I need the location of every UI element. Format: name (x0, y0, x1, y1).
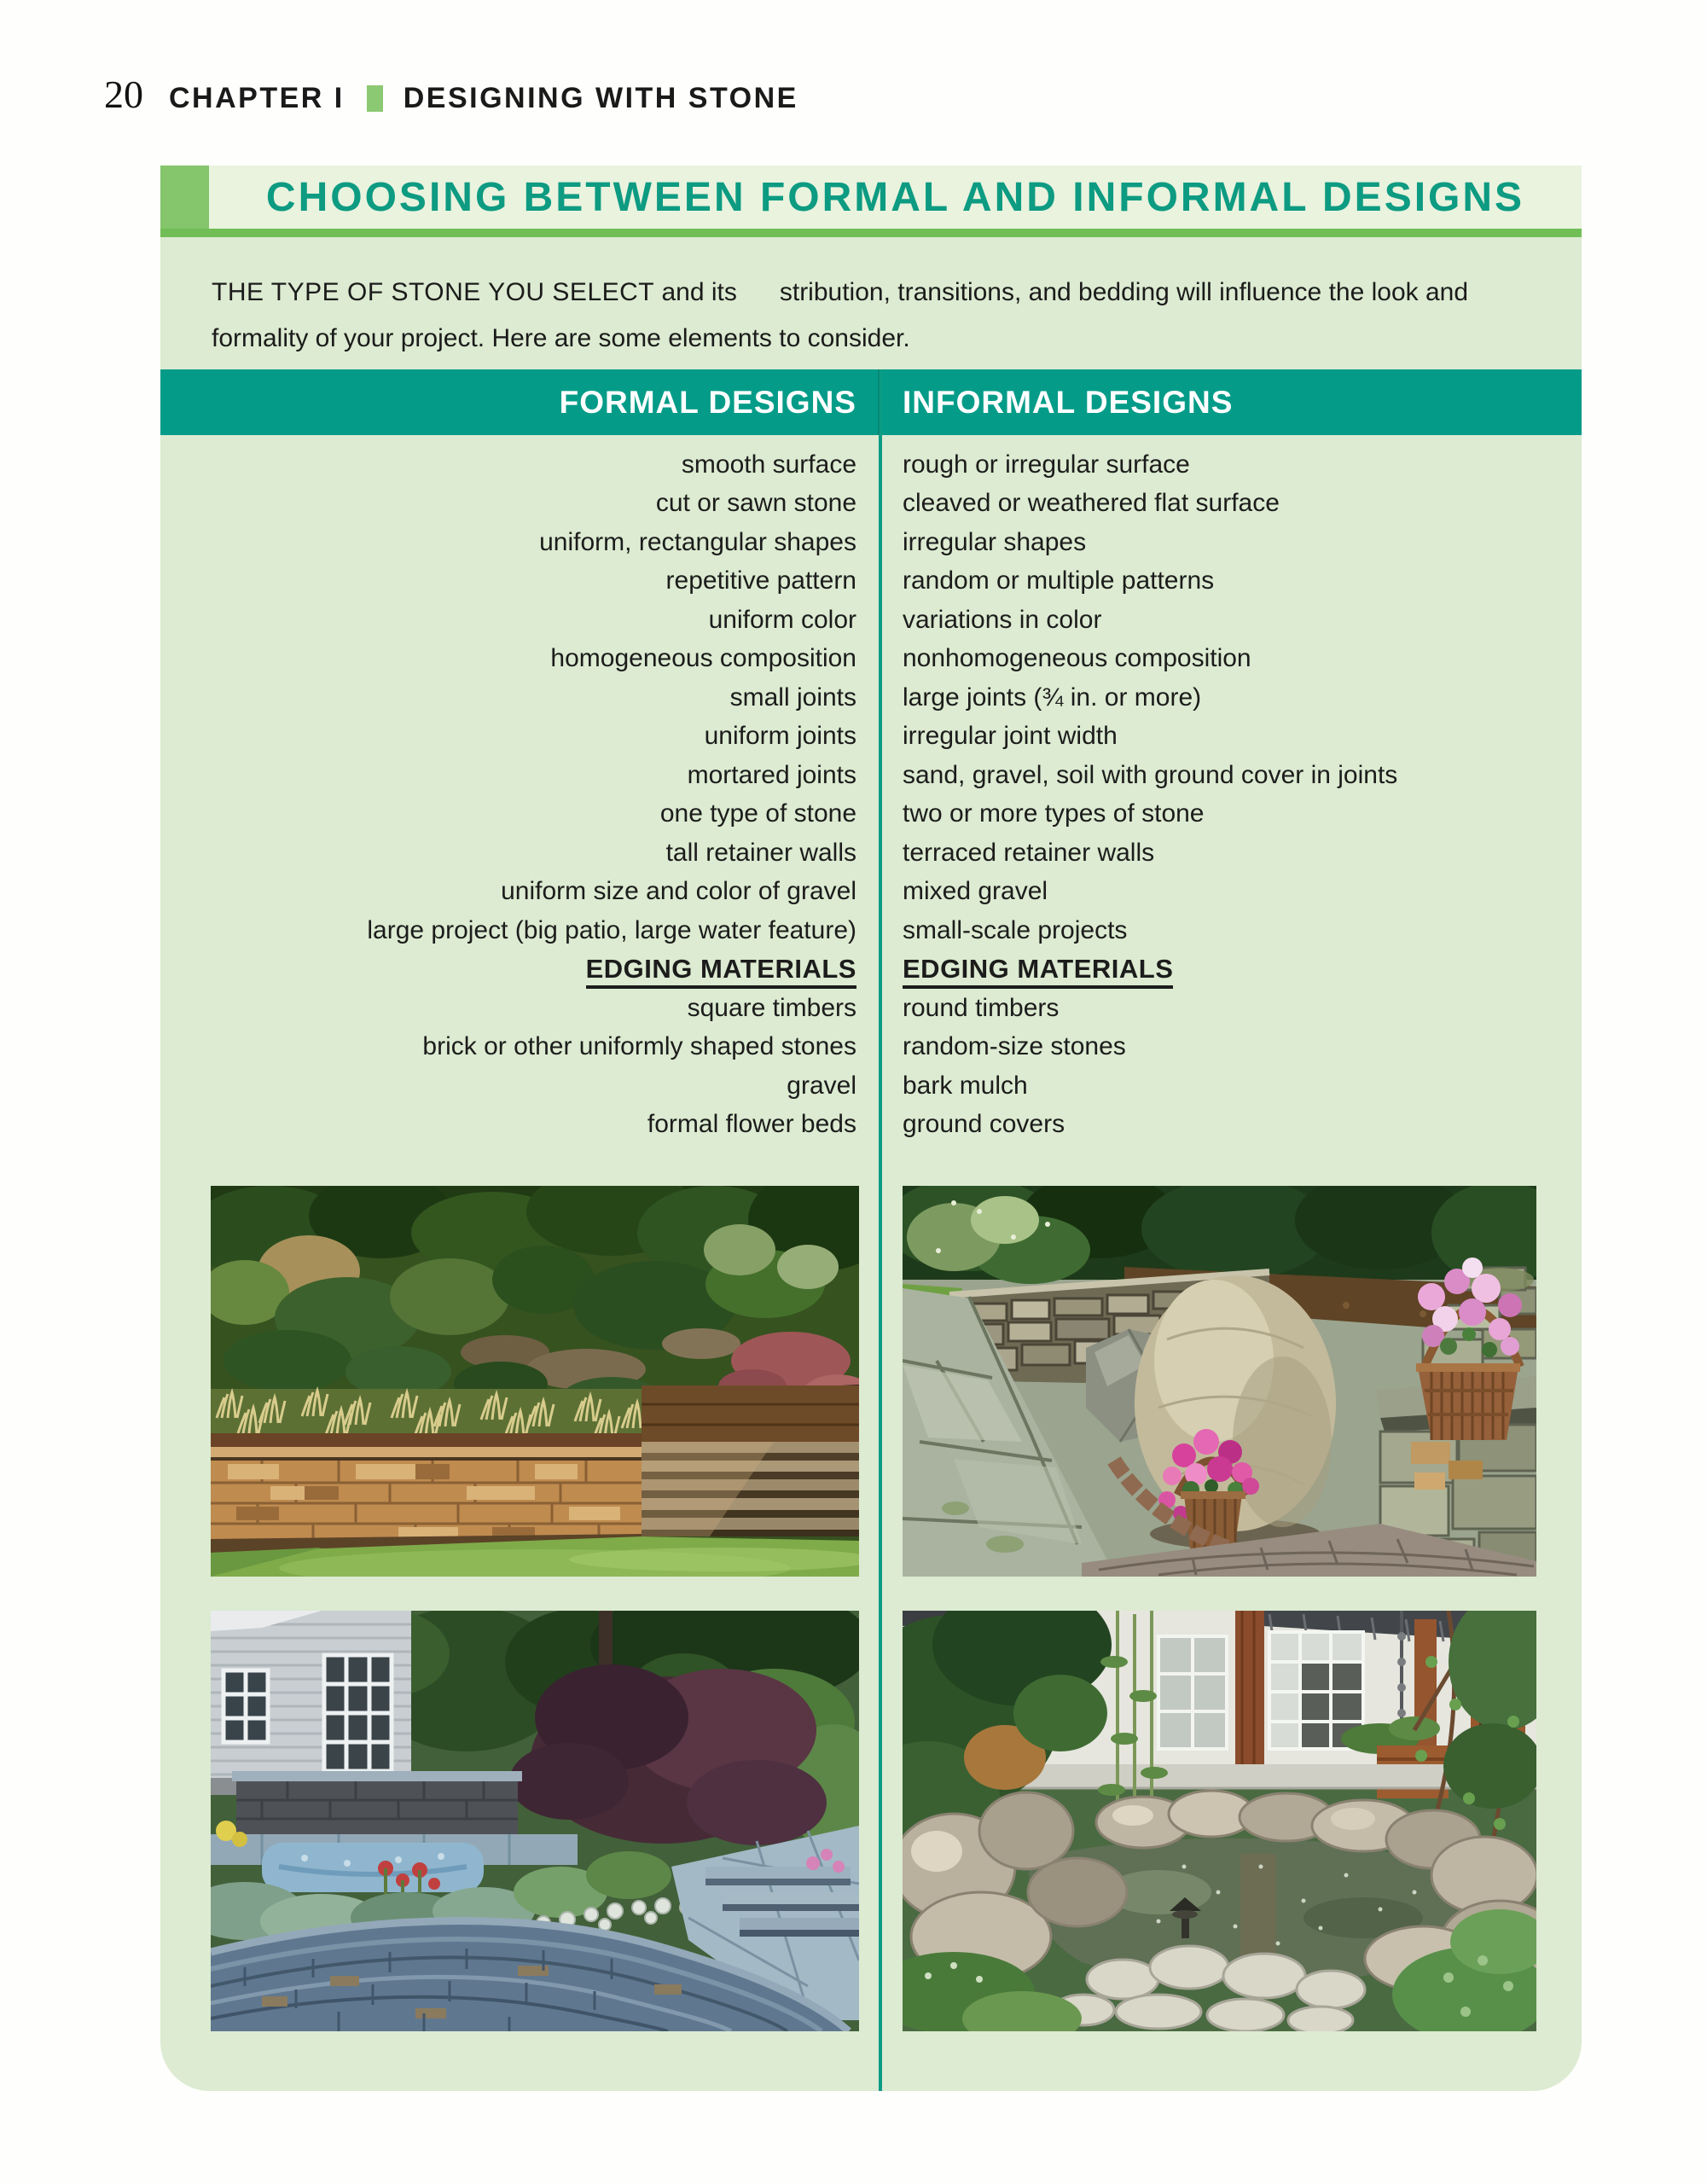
table-header-row (160, 369, 1582, 435)
table-row (160, 1106, 1582, 1145)
informal-column-header: INFORMAL DESIGNS (903, 384, 1234, 420)
formal-cell: one type of stone (659, 799, 856, 828)
formal-cell: large project (big patio, large water feature) (367, 915, 856, 944)
informal-cell: bark mulch (903, 1071, 1028, 1100)
table-row (160, 756, 1582, 795)
informal-cell: irregular joint width (903, 722, 1118, 751)
table-row (160, 445, 1582, 485)
informal-cell: irregular shapes (903, 527, 1087, 556)
intro-line-1 (212, 270, 1547, 316)
formal-cell: square timbers (687, 993, 856, 1022)
panel-title: CHOOSING BETWEEN FORMAL AND INFORMAL DESIGNS (265, 174, 1525, 220)
formal-cell: smooth surface (681, 450, 856, 479)
formal-cell: uniform, rectangular shapes (539, 527, 856, 556)
formal-cell: gravel (787, 1071, 856, 1100)
feature-panel (160, 166, 1582, 2091)
formal-cell: small joints (729, 682, 856, 712)
informal-cell: round timbers (903, 993, 1060, 1022)
intro-paragraph (212, 237, 1547, 362)
formal-cell: uniform joints (704, 722, 856, 751)
formal-cell: uniform color (708, 605, 856, 634)
page-number: 20 (104, 73, 143, 116)
informal-cell: two or more types of stone (903, 799, 1205, 828)
table-row (160, 1066, 1582, 1106)
informal-cell: small-scale projects (903, 915, 1128, 944)
intro-lead: THE TYPE OF STONE YOU SELECT (212, 278, 655, 306)
column-divider-header-shade (878, 369, 880, 435)
table-row (160, 640, 1582, 679)
table-row (160, 523, 1582, 562)
informal-cell: cleaved or weathered flat surface (903, 489, 1280, 518)
formal-subheader: EDGING MATERIALS (160, 954, 880, 985)
table-row (160, 989, 1582, 1028)
running-head (104, 72, 798, 117)
title-rule (160, 229, 1582, 237)
formal-cell: tall retainer walls (665, 838, 856, 867)
formal-cell: cut or sawn stone (655, 489, 856, 518)
table-row (160, 911, 1582, 950)
comparison-table (160, 435, 1582, 1144)
column-divider (879, 369, 882, 2091)
table-row (160, 485, 1582, 524)
intro-line-2: formality of your project. Here are some elements to consider. (212, 324, 910, 352)
formal-cell: brick or other uniformly shaped stones (422, 1032, 856, 1061)
informal-cell: random or multiple patterns (903, 566, 1215, 595)
formal-cell: repetitive pattern (665, 566, 856, 595)
informal-japanese-pond-photo (903, 1611, 1536, 2031)
informal-cell: large joints (¾ in. or more) (903, 682, 1202, 712)
informal-cell: mixed gravel (903, 877, 1048, 906)
formal-column-header: FORMAL DESIGNS (559, 384, 856, 420)
informal-cell: random-size stones (903, 1032, 1126, 1061)
informal-boulder-wall-photo (903, 1186, 1536, 1577)
informal-cell: ground covers (903, 1110, 1065, 1139)
informal-cell: nonhomogeneous composition (903, 644, 1251, 673)
table-row (160, 562, 1582, 601)
informal-cell: terraced retainer walls (903, 838, 1155, 867)
informal-cell: variations in color (903, 605, 1102, 634)
table-row (160, 678, 1582, 717)
chapter-separator-bar-icon (367, 85, 383, 112)
table-subheader-row (160, 950, 1582, 990)
formal-cell: uniform size and color of gravel (501, 877, 856, 906)
table-row (160, 601, 1582, 640)
title-band (209, 166, 1582, 229)
formal-terraced-stone-wall-photo (211, 1186, 859, 1577)
intro-rest: and its stribution, transitions, and bedding will influence the look and (654, 278, 1469, 306)
title-accent-square (160, 166, 209, 229)
formal-cell: homogeneous composition (550, 644, 856, 673)
table-row (160, 873, 1582, 912)
table-row (160, 795, 1582, 834)
informal-cell: sand, gravel, soil with ground cover in joints (903, 760, 1398, 789)
informal-cell: rough or irregular surface (903, 450, 1190, 479)
table-row (160, 1028, 1582, 1067)
chapter-title: DESIGNING WITH STONE (403, 82, 798, 114)
chapter-label: CHAPTER I (169, 82, 345, 114)
formal-cell: mortared joints (687, 760, 856, 789)
table-row (160, 834, 1582, 873)
formal-cell: formal flower beds (647, 1110, 856, 1139)
informal-subheader: EDGING MATERIALS (880, 954, 1582, 985)
formal-bluestone-wall-patio-photo (211, 1611, 859, 2031)
table-row (160, 717, 1582, 757)
